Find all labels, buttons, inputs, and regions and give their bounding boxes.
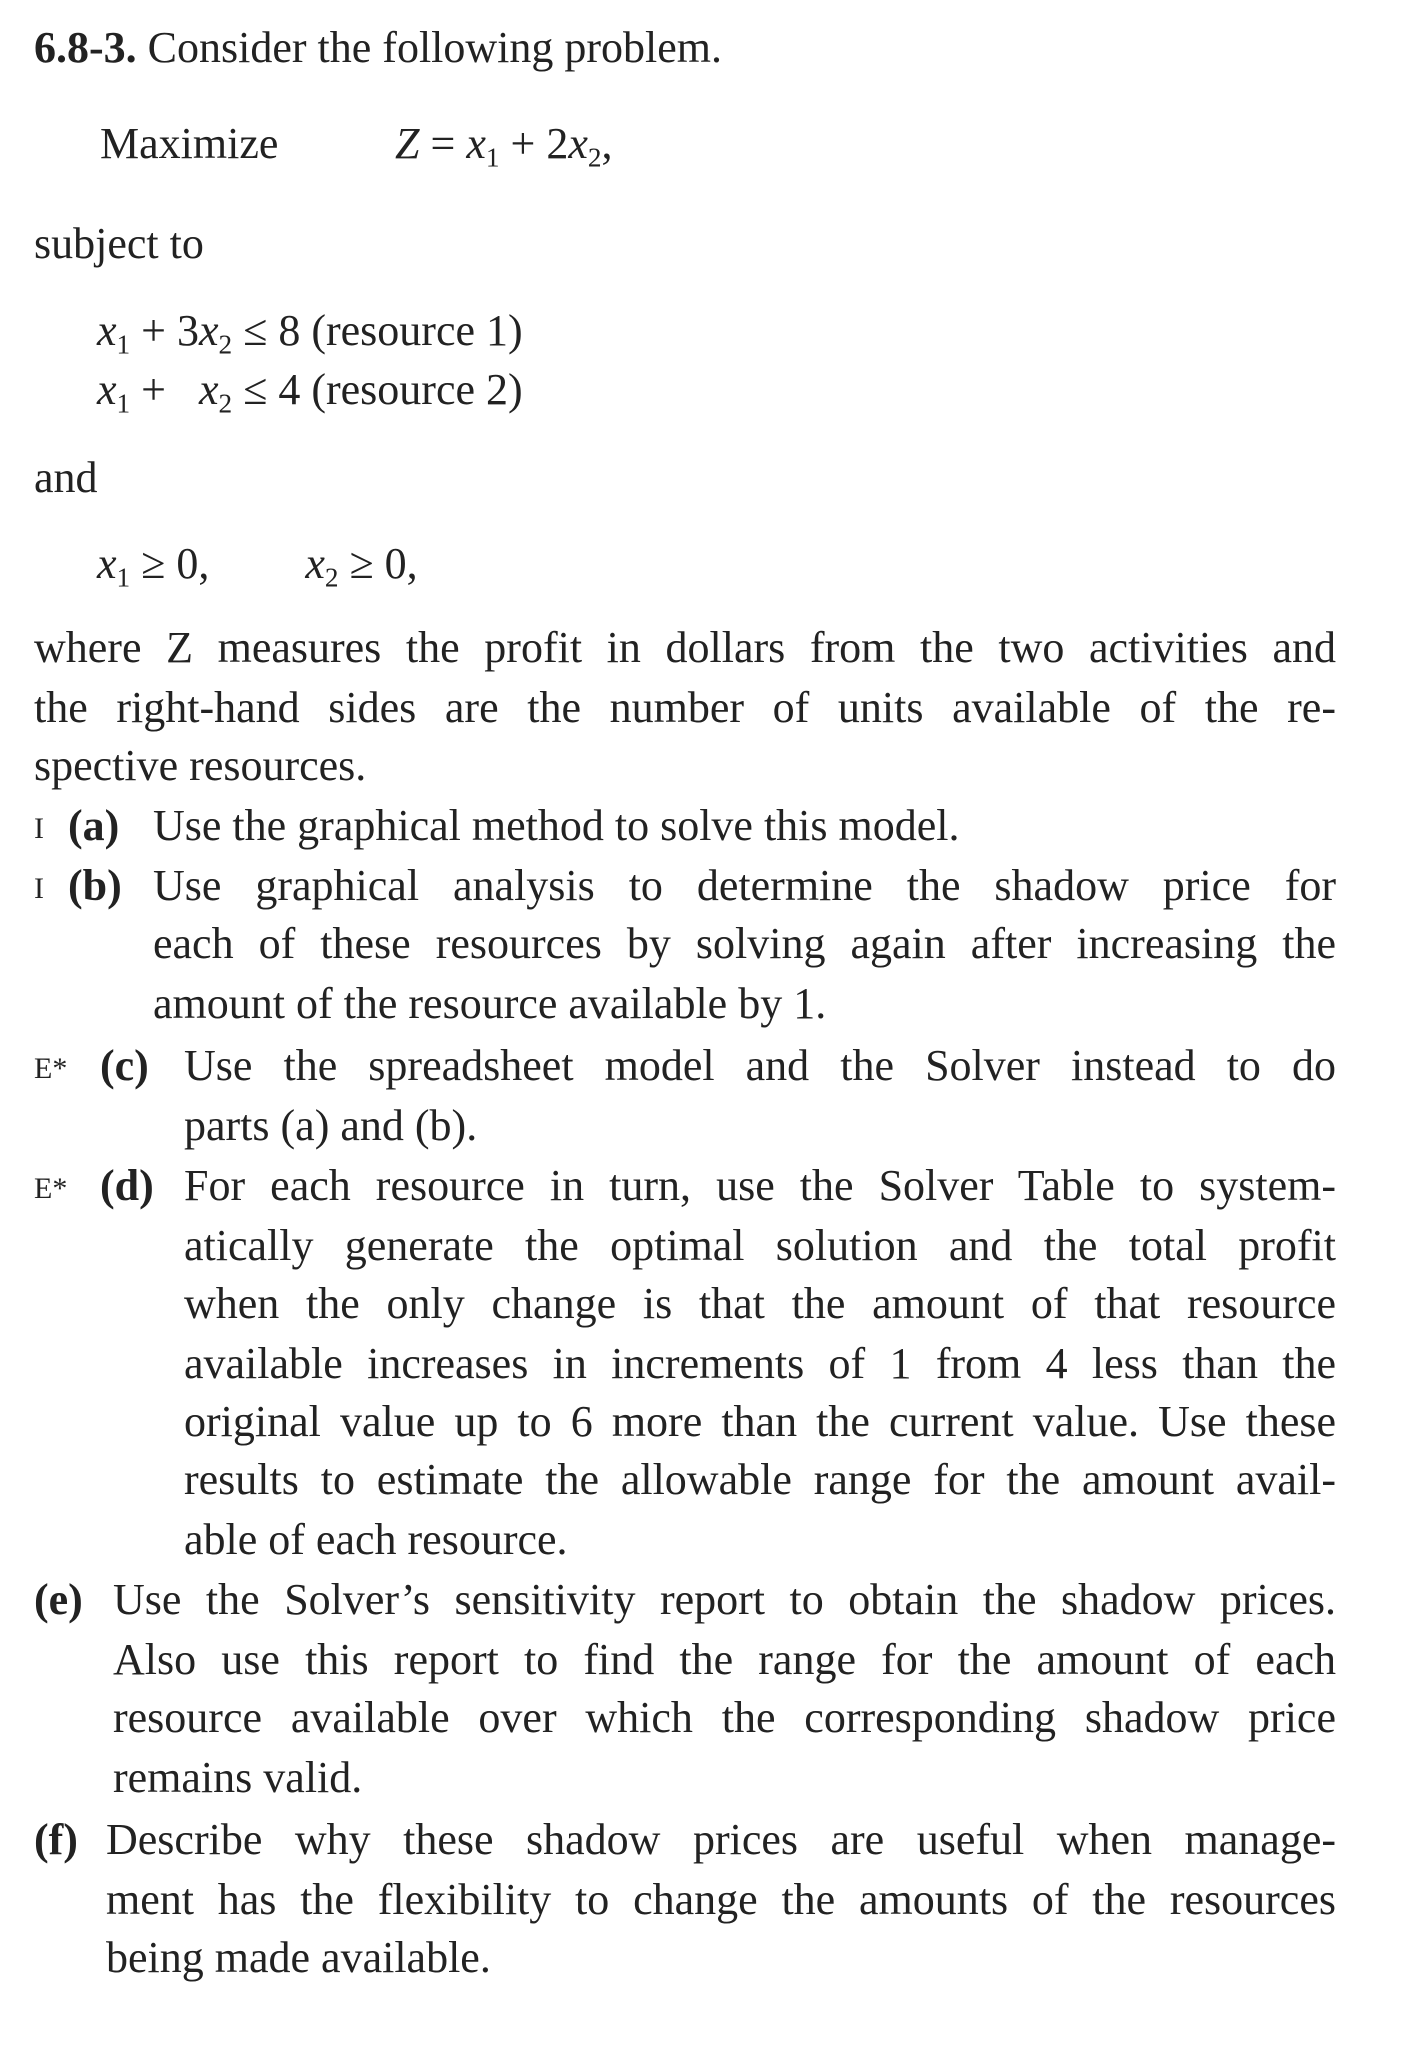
problem-header: [34, 22, 722, 73]
part-c-line-1: Use the spreadsheet model and the Solver instead to do: [184, 1041, 1336, 1090]
constraint-resource-1: $x_1 + 3x_2 \le 8$ (resource 1): [97, 306, 523, 360]
part-e-label: (e): [34, 1575, 83, 1624]
problem-intro: Consider the following problem.: [147, 23, 723, 72]
problem-number: 6.8-3.: [34, 23, 137, 72]
part-c-mark: E*: [34, 1052, 68, 1085]
part-b-line-3: amount of the resource available by 1.: [153, 979, 827, 1028]
subject-to-label: subject to: [34, 219, 204, 268]
part-a-line-1: Use the graphical method to solve this model.: [153, 801, 960, 850]
part-b-mark: I: [34, 872, 44, 905]
part-c-label: (c): [100, 1041, 149, 1090]
part-c-line-2: parts (a) and (b).: [184, 1101, 478, 1150]
and-label: and: [34, 453, 98, 502]
constraint-resource-2: $x_1 + x_2 \le 4$ (resource 2): [97, 365, 523, 419]
part-d-line-3: when the only change is that the amount of that resource: [184, 1279, 1336, 1328]
description-line-3: spective resources.: [34, 741, 367, 790]
objective-function: $Z = x_1 + 2x_2$,: [395, 119, 613, 173]
part-f-label: (f): [34, 1815, 78, 1864]
part-e-line-3: resource available over which the corresponding shadow price: [113, 1693, 1336, 1742]
objective-verb: Maximize: [100, 119, 279, 168]
part-d-line-5: original value up to 6 more than the current value. Use these: [184, 1397, 1336, 1446]
part-a-mark: I: [34, 812, 44, 845]
part-a-label: (a): [68, 801, 120, 850]
part-e-line-1: Use the Solver’s sensitivity report to obtain the shadow prices.: [113, 1575, 1336, 1624]
part-b-line-2: each of these resources by solving again after increasing the: [153, 919, 1336, 968]
nonnegativity-constraints: $x_1 \ge 0$, $x_2 \ge 0$,: [97, 539, 418, 593]
description-line-1: where Z measures the profit in dollars from the two activities and: [34, 623, 1336, 672]
part-d-mark: E*: [34, 1172, 68, 1205]
part-f-line-1: Describe why these shadow prices are useful when manage-: [106, 1815, 1336, 1864]
part-e-line-2: Also use this report to find the range for the amount of each: [113, 1635, 1336, 1684]
part-f-line-3: being made available.: [106, 1933, 491, 1982]
part-b-line-1: Use graphical analysis to determine the shadow price for: [153, 861, 1336, 910]
part-e-line-4: remains valid.: [113, 1753, 363, 1802]
description-line-2: the right-hand sides are the number of units available of the re-: [34, 683, 1336, 732]
part-d-line-7: able of each resource.: [184, 1515, 568, 1564]
part-b-label: (b): [68, 861, 122, 910]
part-d-label: (d): [100, 1161, 154, 1210]
part-d-line-6: results to estimate the allowable range for the amount avail-: [184, 1455, 1336, 1504]
part-d-line-2: atically generate the optimal solution and the total profit: [184, 1221, 1336, 1270]
part-f-line-2: ment has the flexibility to change the amounts of the resources: [106, 1875, 1336, 1924]
part-d-line-1: For each resource in turn, use the Solver Table to system-: [184, 1161, 1336, 1210]
part-d-line-4: available increases in increments of 1 from 4 less than the: [184, 1339, 1336, 1388]
